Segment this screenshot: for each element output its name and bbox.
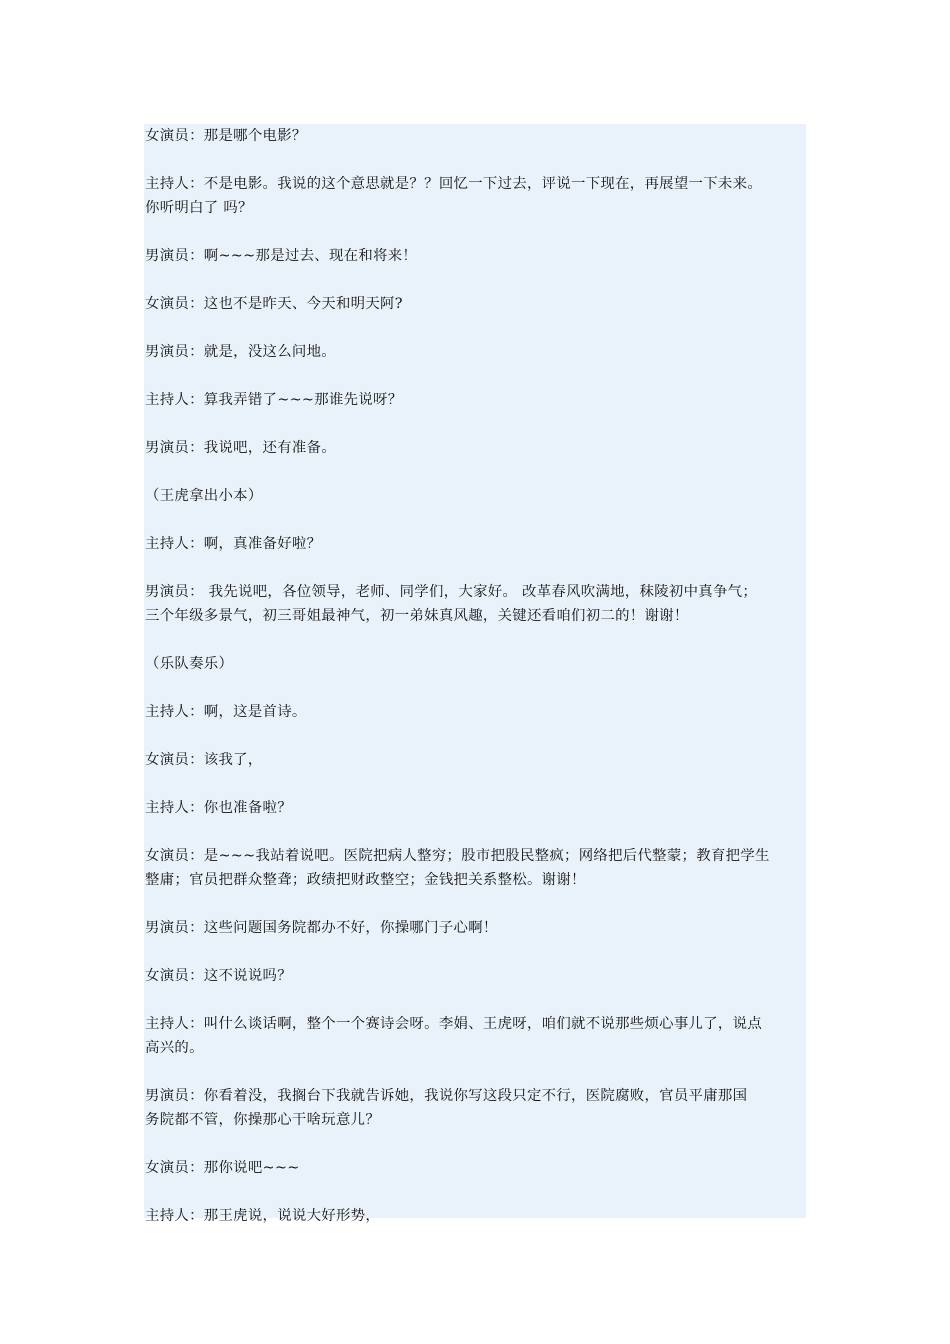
dialogue-line: 男演员：啊~~~那是过去、现在和将来！ [145,248,418,264]
dialogue-line: 务院都不管，你操那心干啥玩意儿？ [145,1112,381,1128]
dialogue-line: 男演员：就是，没这么问地。 [145,344,336,360]
dialogue-line: 男演员：我说吧，还有准备。 [145,440,336,456]
dialogue-line: 主持人：啊，真准备好啦？ [145,536,322,552]
dialogue-paragraph [145,1012,807,1060]
dialogue-paragraph [145,1204,807,1228]
dialogue-line: 女演员：是~~~我站着说吧。医院把病人整穷；股市把股民整疯；网络把后代整蒙；教育把学生 [145,848,770,864]
dialogue-paragraph [145,172,807,220]
dialogue-line: 女演员：这也不是昨天、今天和明天阿? [145,296,403,312]
script-text-block [144,124,806,1224]
dialogue-paragraph [145,532,807,556]
dialogue-paragraph [145,844,807,892]
dialogue-line: （王虎拿出小本） [145,488,263,504]
dialogue-paragraph [145,1084,807,1132]
dialogue-line: 高兴的。 [145,1040,204,1056]
dialogue-line: 主持人：啊，这是首诗。 [145,704,307,720]
dialogue-paragraph [145,484,807,508]
dialogue-line: 男演员：你看着没，我搁台下我就告诉她，我说你写这段只定不行，医院腐败，官员平庸那国 [145,1088,748,1104]
dialogue-paragraph [145,796,807,820]
dialogue-paragraph [145,436,807,460]
dialogue-paragraph [145,748,807,772]
dialogue-paragraph [145,700,807,724]
dialogue-line: 主持人：算我弄错了~~~那谁先说呀？ [145,392,403,408]
dialogue-line: 主持人：叫什么谈话啊，整个一个赛诗会呀。李娟、王虎呀，咱们就不说那些烦心事儿了，说点 [145,1016,763,1032]
dialogue-line: 主持人：你也准备啦？ [145,800,292,816]
dialogue-line: 女演员：这不说说吗？ [145,968,292,984]
dialogue-line: 男演员： 我先说吧，各位领导，老师、同学们，大家好。 改革春风吹满地，秣陵初中真争气； [145,584,758,600]
dialogue-paragraph [145,340,807,364]
dialogue-line: 男演员：这些问题国务院都办不好，你操哪门子心啊！ [145,920,498,936]
dialogue-line: 主持人：那王虎说，说说大好形势， [145,1208,381,1224]
dialogue-line: 你听明白了 吗？ [145,200,253,216]
dialogue-line: 三个年级多景气，初三哥姐最神气，初一弟妹真风趣，关键还看咱们初二的！谢谢！ [145,608,689,624]
dialogue-paragraph [145,292,807,316]
dialogue-paragraph [145,388,807,412]
dialogue-paragraph [145,124,807,148]
dialogue-paragraph [145,580,807,628]
dialogue-line: 主持人：不是电影。我说的这个意思就是？？回忆一下过去，评说一下现在，再展望一下未来。 [145,176,763,192]
dialogue-line: 女演员：该我了， [145,752,263,768]
dialogue-paragraph [145,244,807,268]
dialogue-line: 整庸；官员把群众整聋；政绩把财政整空；金钱把关系整松。谢谢！ [145,872,586,888]
dialogue-line: 女演员：那是哪个电影？ [145,128,307,144]
dialogue-paragraph [145,964,807,988]
dialogue-paragraph [145,652,807,676]
dialogue-line: （乐队奏乐） [145,656,234,672]
dialogue-line: 女演员：那你说吧~~~ [145,1160,300,1176]
dialogue-paragraph [145,916,807,940]
dialogue-paragraph [145,1156,807,1180]
